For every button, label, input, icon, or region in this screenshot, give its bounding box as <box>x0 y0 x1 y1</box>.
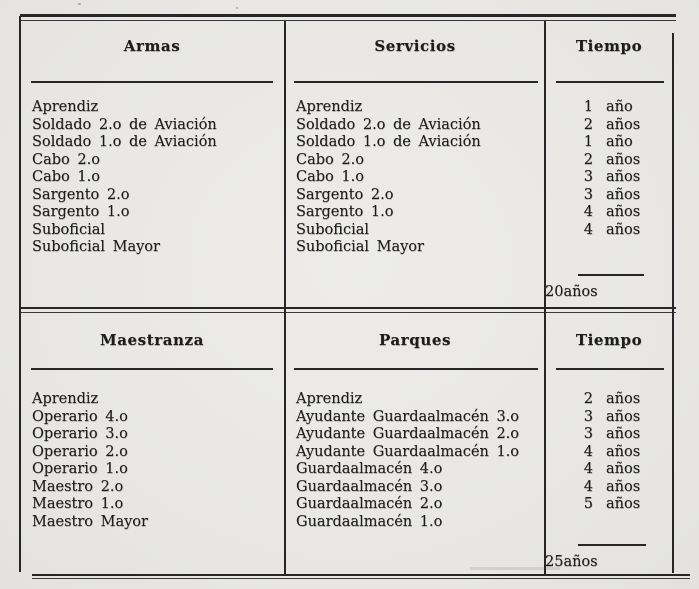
header-underline <box>31 368 273 370</box>
maestranza-row: Operario 1.o <box>32 461 128 477</box>
servicios-row: Suboficial Mayor <box>296 239 424 255</box>
maestranza-row: Maestro Mayor <box>32 513 148 530</box>
tiempo-value: 3 <box>583 186 593 203</box>
tiempo-row <box>545 152 673 170</box>
tiempo-total-value: 20 <box>545 284 564 300</box>
tiempo-row <box>545 99 673 117</box>
parques-row: Ayudante Guardaalmacén 3.o <box>296 408 520 425</box>
header-maestranza: Maestranza <box>99 331 204 349</box>
tiempo-value: 4 <box>583 443 593 460</box>
header-servicios: Servicios <box>374 37 456 55</box>
tiempo-value: 4 <box>583 478 593 495</box>
tiempo-total-top <box>545 283 673 301</box>
parques-row: Guardaalmacén 2.o <box>296 496 443 512</box>
tiempo-row <box>545 391 673 409</box>
header-tiempo-top: Tiempo <box>575 37 643 55</box>
tiempo-unit: años <box>606 186 641 203</box>
tiempo-row <box>545 204 673 222</box>
parques-row: Guardaalmacén 4.o <box>296 461 443 477</box>
section-divider-rule-thick <box>20 307 676 309</box>
tiempo-value: 3 <box>583 426 593 442</box>
armas-row: Suboficial Mayor <box>32 239 160 255</box>
tiempo-row <box>545 444 673 462</box>
armas-column-rows <box>32 99 217 257</box>
tiempo-total-value: 25 <box>545 554 564 570</box>
scan-speck <box>236 7 238 9</box>
top-double-rule-thin <box>20 20 676 21</box>
tiempo-value: 3 <box>583 169 593 185</box>
armas-row: Cabo 2.o <box>32 151 100 168</box>
tiempo-row <box>545 409 673 427</box>
servicios-row: Cabo 2.o <box>296 151 364 168</box>
tiempo-value: 5 <box>583 496 593 512</box>
maestranza-row: Operario 3.o <box>32 426 128 442</box>
scan-speck <box>78 3 81 5</box>
tiempo-unit: años <box>606 461 641 477</box>
tiempo-unit: años <box>606 204 641 220</box>
armas-row: Soldado 2.o de Aviación <box>32 116 217 133</box>
armas-row: Cabo 1.o <box>32 169 100 185</box>
top-double-rule-thick <box>20 14 676 17</box>
maestranza-row: Operario 2.o <box>32 443 128 460</box>
servicios-row: Cabo 1.o <box>296 169 364 185</box>
parques-row: Aprendiz <box>296 391 363 407</box>
header-underline <box>556 368 664 370</box>
header-parques: Parques <box>378 331 452 349</box>
bottom-double-rule-thin <box>32 578 690 579</box>
header-underline <box>294 81 538 83</box>
left-border-rule <box>19 16 21 572</box>
header-underline <box>31 81 273 83</box>
servicios-row: Sargento 2.o <box>296 186 394 203</box>
parques-column-rows <box>296 391 519 531</box>
bottom-double-rule-thick <box>32 574 690 576</box>
servicios-row: Suboficial <box>296 221 369 238</box>
tiempo-row <box>545 461 673 479</box>
tiempo-total-unit: años <box>563 284 598 300</box>
section-divider-rule-thin <box>20 312 676 313</box>
armas-row: Sargento 1.o <box>32 204 130 220</box>
column-divider-1 <box>284 21 286 574</box>
tiempo-row <box>545 496 673 514</box>
tiempo-unit: año <box>606 99 633 115</box>
parques-row: Guardaalmacén 1.o <box>296 513 443 530</box>
tiempo-row <box>545 117 673 135</box>
maestranza-row: Maestro 1.o <box>32 496 124 512</box>
armas-row: Sargento 2.o <box>32 186 130 203</box>
tiempo-unit: años <box>606 169 641 185</box>
parques-row: Ayudante Guardaalmacén 2.o <box>296 426 520 442</box>
tiempo-unit: años <box>606 116 641 133</box>
header-underline <box>556 81 664 83</box>
header-underline <box>294 368 538 370</box>
maestranza-row: Operario 4.o <box>32 408 128 425</box>
tiempo-value: 2 <box>583 391 593 407</box>
servicios-row: Sargento 1.o <box>296 204 394 220</box>
tiempo-row <box>545 426 673 444</box>
tiempo-unit: años <box>606 443 641 460</box>
tiempo-row <box>545 479 673 497</box>
tiempo-unit: año <box>606 134 633 150</box>
tiempo-unit: años <box>606 151 641 168</box>
tiempo-row <box>545 169 673 187</box>
tiempo-row <box>545 134 673 152</box>
tiempo-row <box>545 187 673 205</box>
tiempo-unit: años <box>606 221 641 238</box>
servicios-row: Soldado 2.o de Aviación <box>296 116 481 133</box>
tiempo-column-rows-bottom <box>545 391 673 514</box>
tiempo-value: 4 <box>583 461 593 477</box>
maestranza-row: Aprendiz <box>32 391 99 407</box>
tiempo-value: 3 <box>583 408 593 425</box>
tiempo-unit: años <box>606 496 641 512</box>
armas-row: Aprendiz <box>32 99 99 115</box>
maestranza-column-rows <box>32 391 148 531</box>
maestranza-row: Maestro 2.o <box>32 478 124 495</box>
servicios-column-rows <box>296 99 481 257</box>
tiempo-value: 1 <box>583 134 593 150</box>
header-tiempo-bottom: Tiempo <box>575 331 643 349</box>
tiempo-unit: años <box>606 391 641 407</box>
servicios-row: Soldado 1.o de Aviación <box>296 134 481 150</box>
armas-row: Suboficial <box>32 221 105 238</box>
tiempo-total-bottom <box>545 553 673 571</box>
tiempo-row <box>545 222 673 240</box>
tiempo-value: 2 <box>583 151 593 168</box>
tiempo-unit: años <box>606 478 641 495</box>
tiempo-column-rows-top <box>545 99 673 239</box>
tiempo-total-unit: años <box>563 554 598 570</box>
tiempo-unit: años <box>606 408 641 425</box>
armas-row: Soldado 1.o de Aviación <box>32 134 217 150</box>
total-rule-bottom <box>578 544 646 546</box>
servicios-row: Aprendiz <box>296 99 363 115</box>
total-rule-top <box>578 274 644 276</box>
tiempo-value: 4 <box>583 221 593 238</box>
tiempo-unit: años <box>606 426 641 442</box>
tiempo-value: 1 <box>583 99 593 115</box>
tiempo-value: 2 <box>583 116 593 133</box>
parques-row: Guardaalmacén 3.o <box>296 478 443 495</box>
parques-row: Ayudante Guardaalmacén 1.o <box>296 443 520 460</box>
tiempo-value: 4 <box>583 204 593 220</box>
header-armas: Armas <box>123 37 181 55</box>
